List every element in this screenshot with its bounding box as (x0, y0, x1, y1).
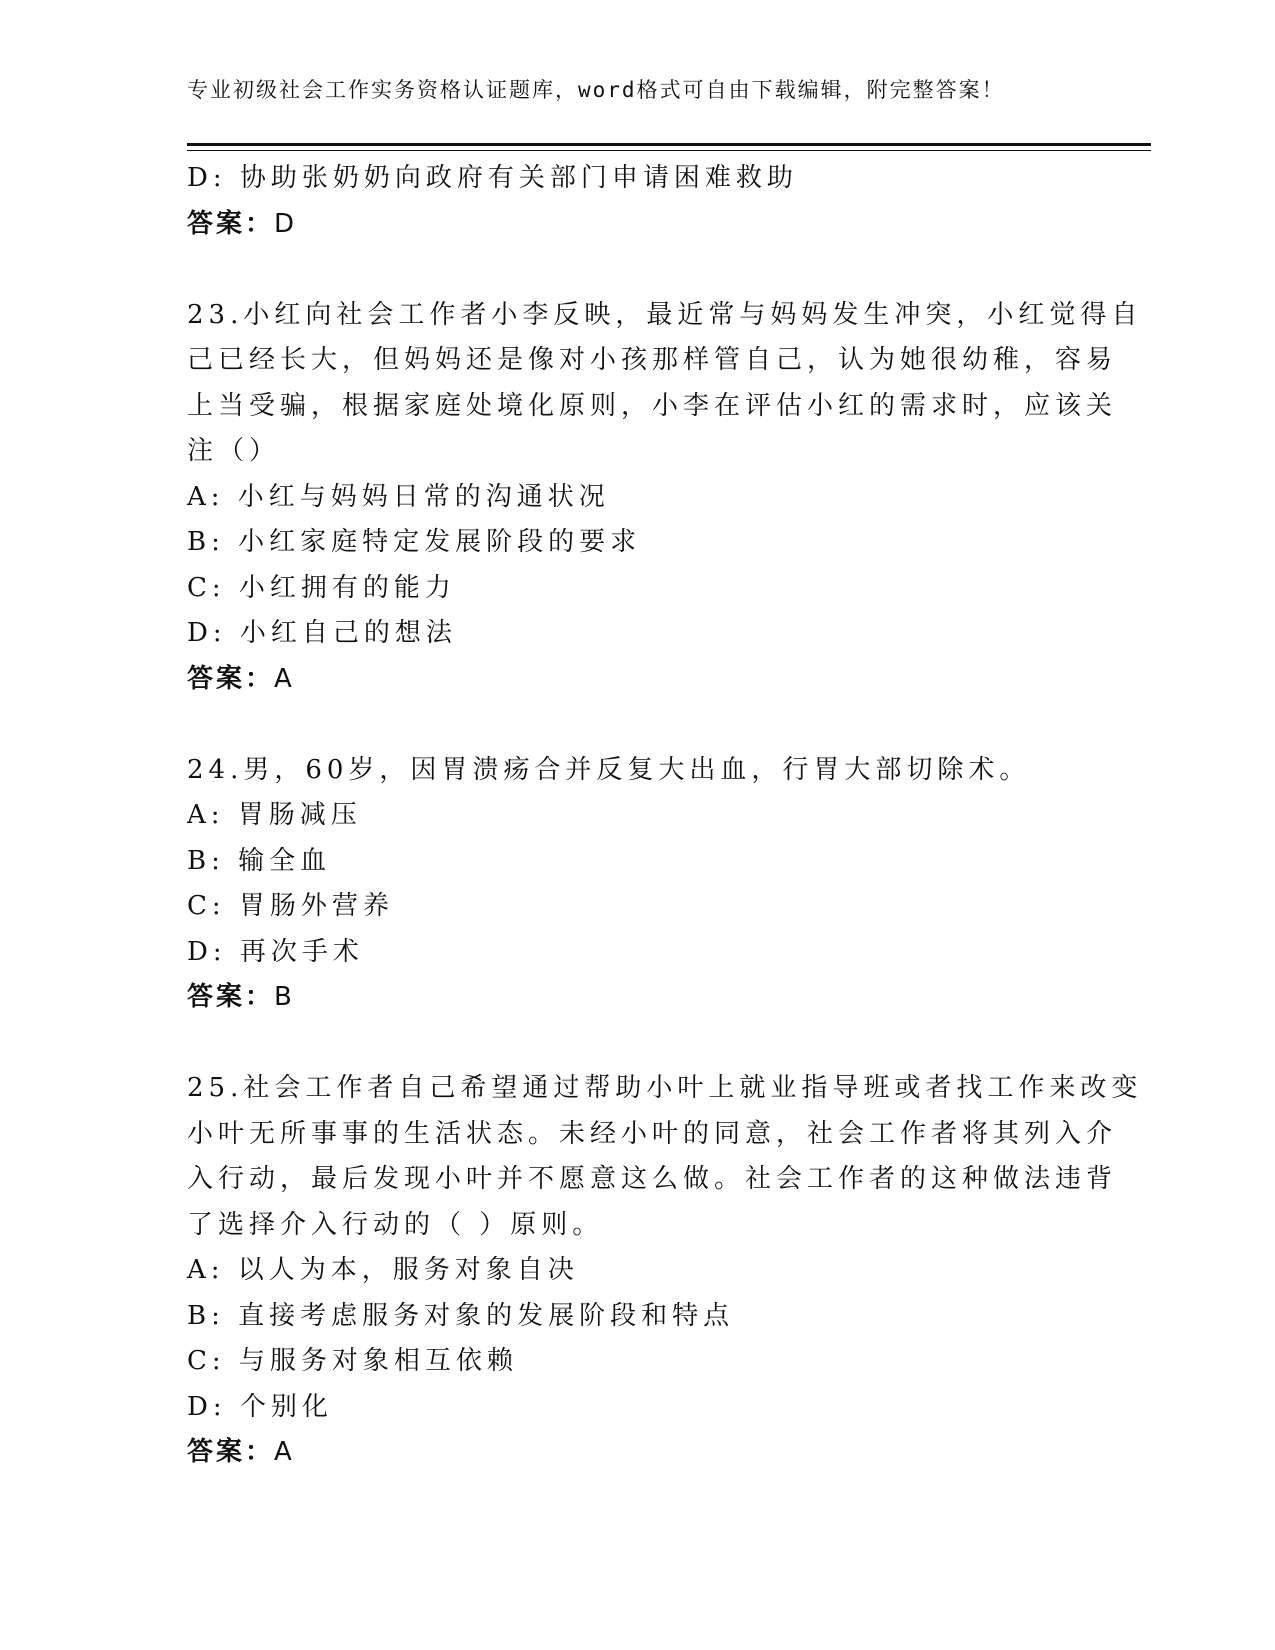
option-b: B: 直接考虑服务对象的发展阶段和特点 (187, 1300, 735, 1331)
page-header: 专业初级社会工作实务资格认证题库，word格式可自由下载编辑，附完整答案！ (187, 78, 1005, 102)
option-b: B: 小红家庭特定发展阶段的要求 (187, 527, 642, 557)
question-22-tail (187, 156, 1067, 247)
answer-line (187, 975, 1067, 1021)
answer-line (187, 1430, 1067, 1476)
answer-label: 答案： (187, 208, 275, 239)
option-c: C: 胃肠外营养 (187, 891, 394, 921)
option-c: C: 小红拥有的能力 (187, 572, 456, 603)
option-a: A: 小红与妈妈日常的沟通状况 (187, 481, 610, 512)
stem-line: 注（） (187, 436, 281, 466)
answer-line (187, 202, 1067, 248)
answer-label: 答案： (187, 663, 275, 694)
stem-line: 上当受骗，根据家庭处境化原则，小李在评估小红的需求时，应该关 (187, 390, 1118, 421)
spacer (187, 702, 1067, 748)
header-rule-thick (187, 143, 1151, 146)
answer-value: A (274, 1437, 295, 1467)
question-stem (187, 748, 1067, 794)
stem-line: 23.小红向社会工作者小李反映，最近常与妈妈发生冲突，小红觉得自 (187, 299, 1143, 330)
answer-value: D (274, 208, 298, 239)
option-a: A: 以人为本，服务对象自决 (187, 1255, 579, 1285)
stem-line: 小叶无所事事的生活状态。未经小叶的同意，社会工作者将其列入介 (187, 1118, 1118, 1149)
option-d: D: 小红自己的想法 (187, 618, 457, 648)
option-a: A: 胃肠减压 (187, 800, 362, 830)
question-25 (187, 1066, 1143, 1476)
spacer (187, 1021, 1067, 1067)
page-content (187, 156, 1143, 1476)
option-d: D: 协助张奶奶向政府有关部门申请困难救助 (187, 163, 798, 193)
option-b: B: 输全血 (187, 845, 332, 876)
answer-value: B (274, 982, 295, 1012)
question-stem (187, 1066, 1143, 1248)
answer-label: 答案： (187, 982, 275, 1012)
answer-label: 答案： (187, 1437, 275, 1467)
question-23 (187, 293, 1143, 703)
option-d: D: 个别化 (187, 1391, 333, 1422)
question-stem (187, 293, 1143, 475)
stem-line: 了选择介入行动的（ ）原则。 (187, 1209, 604, 1240)
stem-line: 己已经长大，但妈妈还是像对小孩那样管自己，认为她很幼稚，容易 (187, 345, 1118, 375)
stem-line: 入行动，最后发现小叶并不愿意这么做。社会工作者的这种做法违背 (187, 1164, 1118, 1194)
spacer (187, 247, 1067, 293)
stem-line: 25.社会工作者自己希望通过帮助小叶上就业指导班或者找工作来改变 (187, 1073, 1143, 1103)
stem-line: 24.男，60岁，因胃溃疡合并反复大出血，行胃大部切除术。 (187, 754, 1031, 785)
header-rule-thin (187, 150, 1151, 151)
option-d: D: 再次手术 (187, 936, 364, 967)
option-c: C: 与服务对象相互依赖 (187, 1346, 518, 1376)
answer-line (187, 657, 1067, 703)
question-24 (187, 748, 1067, 1021)
answer-value: A (274, 663, 295, 694)
